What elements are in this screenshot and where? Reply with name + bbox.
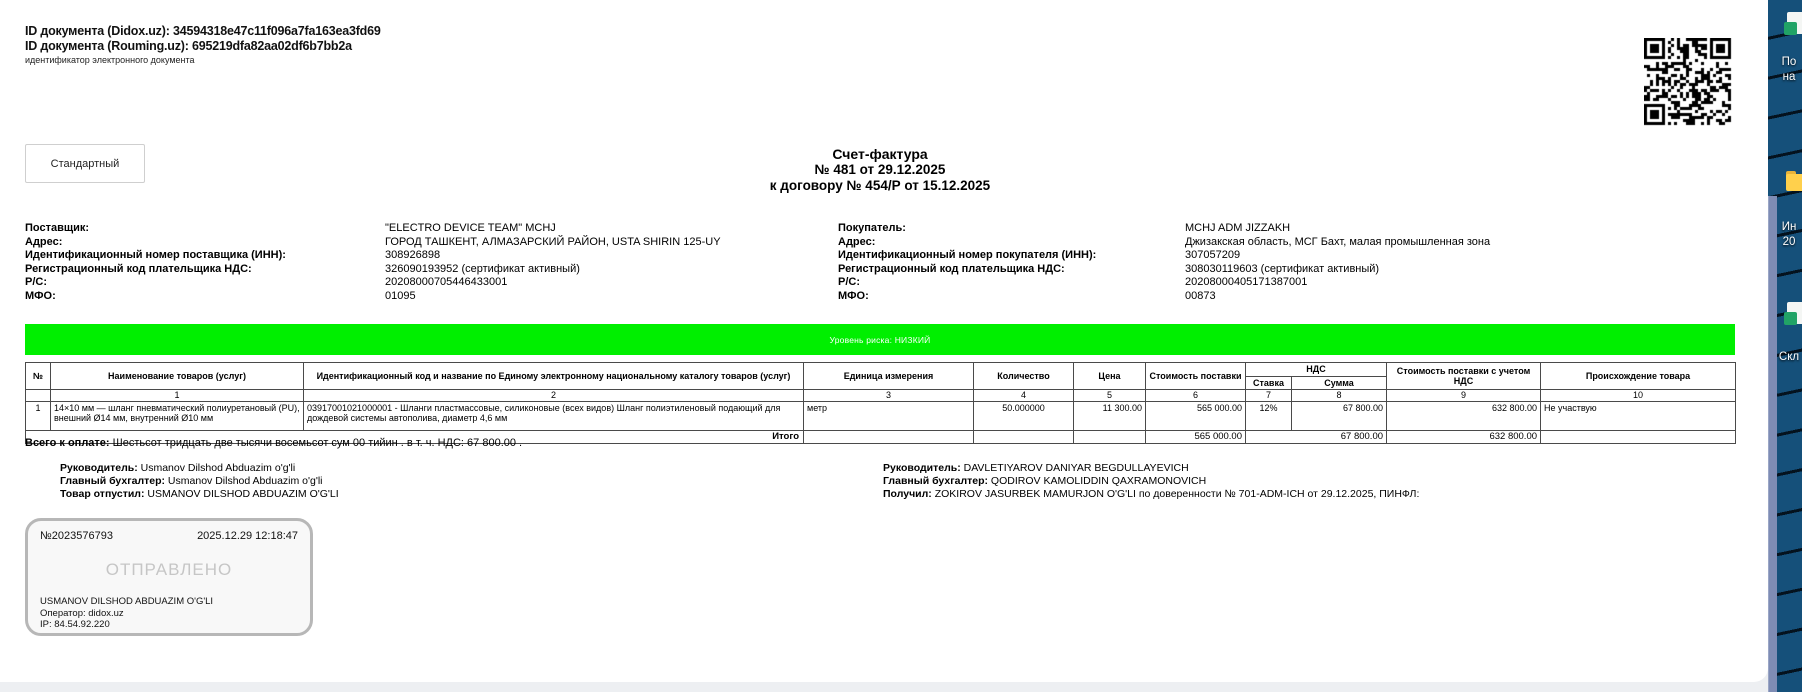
desktop-icon-label[interactable]: 20 <box>1782 236 1796 248</box>
supplier-row <box>25 276 825 290</box>
supplier-row <box>25 236 825 250</box>
didox-id-line <box>25 24 381 39</box>
totals-empty-price <box>1074 430 1146 444</box>
item-catalog: 03917001021000001 - Шланги пластмассовые, силиконовые (всех видов) Шланг полиэтиленовый подающий для дождевой системы автополива, диаметр 4,6 мм <box>304 401 804 430</box>
desktop-icon-label[interactable]: на <box>1782 71 1796 83</box>
buyer-value: 20208000405171387001 <box>1185 276 1308 289</box>
col-catalog-header: Идентификационный код и название по Единому электронному национальному каталогу товаров (услуг) <box>304 363 804 390</box>
risk-banner-text: Уровень риска: НИЗКИЙ <box>829 334 931 345</box>
col-num-header: № <box>26 363 51 390</box>
buyer-label: Идентификационный номер покупателя (ИНН): <box>838 249 1097 262</box>
col-price-header: Цена <box>1074 363 1146 390</box>
supplier-value: ГОРОД ТАШКЕНТ, АЛМАЗАРСКИЙ РАЙОН, USTA SHIRIN 125-UY <box>385 235 721 248</box>
buyer-label: Покупатель: <box>838 222 906 234</box>
item-qty: 50.000000 <box>974 401 1074 430</box>
col-name-header: Наименование товаров (услуг) <box>51 363 304 390</box>
totals-empty-qty <box>974 430 1074 444</box>
col-cost-header: Стоимость поставки <box>1146 363 1246 390</box>
supplier-row <box>25 222 825 236</box>
desktop-icon-label[interactable]: По <box>1781 56 1797 68</box>
col-vat-rate-header: Ставка <box>1246 376 1292 390</box>
qr-code <box>1644 38 1734 131</box>
document-type-button[interactable]: Стандартный <box>25 144 145 183</box>
item-row <box>26 401 1736 430</box>
item-vat-rate: 12% <box>1246 401 1292 430</box>
col-vat-header: НДС <box>1246 363 1387 377</box>
col-number <box>26 390 51 402</box>
item-cost-vat: 632 800.00 <box>1387 401 1541 430</box>
buyer-value: Джизакская область, МСГ Бахт, малая промышленная зона <box>1185 235 1491 248</box>
desktop-icon-label[interactable]: Скл <box>1778 351 1800 363</box>
supplier-value: 20208000705446433001 <box>385 276 508 289</box>
col-qty-header: Количество <box>974 363 1074 390</box>
table-column-numbers-row <box>26 390 1736 402</box>
supplier-label: Идентификационный номер поставщика (ИНН): <box>25 249 286 262</box>
col-number: 7 <box>1246 390 1292 402</box>
item-vat-sum: 67 800.00 <box>1292 401 1387 430</box>
buyer-value: 00873 <box>1185 289 1216 302</box>
totals-cost: 565 000.00 <box>1146 430 1246 444</box>
col-number: 4 <box>974 390 1074 402</box>
buyer-row <box>838 236 1748 250</box>
signature-line <box>883 462 1419 475</box>
stamp-number: №2023576793 <box>40 530 113 542</box>
id-caption: идентификатор электронного документа <box>25 55 195 65</box>
folder-icon[interactable] <box>1784 170 1802 196</box>
invoice-contract: к договору № 454/Р от 15.12.2025 <box>769 178 991 193</box>
totals-vat-sum: 67 800.00 <box>1246 430 1387 444</box>
col-number: 2 <box>304 390 804 402</box>
invoice-title-block <box>25 146 1735 194</box>
rouming-id-label: ID документа (Rouming.uz): <box>25 39 189 53</box>
rouming-id-line <box>25 39 381 54</box>
supplier-label: Р/С: <box>25 276 47 289</box>
signature-line <box>60 475 339 488</box>
col-number: 3 <box>804 390 974 402</box>
buyer-value: MCHJ ADM JIZZAKH <box>1185 222 1291 234</box>
supplier-block <box>25 222 825 304</box>
signature-value: Usmanov Dilshod Abduazim o'g'li <box>165 475 323 488</box>
col-number: 8 <box>1292 390 1387 402</box>
item-price: 11 300.00 <box>1074 401 1146 430</box>
total-in-words <box>25 437 522 449</box>
total-in-words-text: Шестьсот тридцать две тысячи восемьсот сум 00 тийин . в т. ч. НДС: 67 800.00 . <box>109 437 523 449</box>
col-number: 9 <box>1387 390 1541 402</box>
excel-file-icon[interactable] <box>1784 12 1802 38</box>
supplier-row <box>25 290 825 304</box>
signature-line <box>883 488 1419 501</box>
risk-banner <box>25 324 1735 355</box>
supplier-row <box>25 249 825 263</box>
buyer-label: Адрес: <box>838 235 876 248</box>
signature-label: Руководитель: <box>883 462 961 474</box>
signature-label: Главный бухгалтер: <box>883 475 989 488</box>
item-unit: метр <box>804 401 974 430</box>
sent-stamp <box>25 518 313 636</box>
buyer-row <box>838 263 1748 277</box>
desktop-icon-label[interactable]: Ин <box>1781 221 1797 233</box>
didox-id-value: 34594318e47c11f096a7fa163ea3fd69 <box>172 24 381 38</box>
rouming-id-value: 695219dfa82aa02df6b7bb2a <box>191 39 352 53</box>
totals-empty-unit <box>804 430 974 444</box>
col-cost-vat-header: Стоимость поставки с учетом НДС <box>1387 363 1541 390</box>
stamp-status: ОТПРАВЛЕНО <box>105 560 233 579</box>
signature-value: ZOKIROV JASURBEK MAMURJON O'G'LI по доверенности № 701-ADM-ICH от 29.12.2025, ПИНФЛ: <box>931 488 1420 501</box>
totals-cost-vat: 632 800.00 <box>1387 430 1541 444</box>
totals-label: Итого <box>26 430 804 444</box>
supplier-row <box>25 263 825 277</box>
col-unit-header: Единица измерения <box>804 363 974 390</box>
supplier-signatures <box>60 462 339 502</box>
signature-label: Товар отпустил: <box>60 488 145 501</box>
stamp-signer: USMANOV DILSHOD ABDUAZIM O'G'LI <box>40 596 214 607</box>
stamp-operator: Оператор: didox.uz <box>40 607 124 619</box>
col-number: 6 <box>1146 390 1246 402</box>
invoice-number: № 481 от 29.12.2025 <box>814 162 946 177</box>
col-vat-sum-header: Сумма <box>1292 376 1387 390</box>
buyer-value: 308030119603 (сертификат активный) <box>1185 262 1380 275</box>
supplier-value: 308926898 <box>385 249 441 262</box>
signature-value: QODIROV KAMOLIDDIN QAXRAMONOVICH <box>988 475 1207 488</box>
signature-value: Usmanov Dilshod Abduazim o'g'li <box>137 462 296 474</box>
stamp-ip: IP: 84.54.92.220 <box>40 619 110 630</box>
item-num: 1 <box>26 401 51 430</box>
signature-line <box>883 475 1419 488</box>
buyer-block <box>838 222 1748 304</box>
item-name: 14×10 мм — шланг пневматический полиуретановый (PU), внешний Ø14 мм, внутренний Ø10 мм <box>51 401 304 430</box>
buyer-value: 307057209 <box>1185 249 1241 262</box>
signature-line <box>60 462 339 475</box>
supplier-value: 326090193952 (сертификат активный) <box>385 262 580 275</box>
table-header-row <box>26 363 1736 377</box>
col-origin-header: Происхождение товара <box>1541 363 1736 390</box>
buyer-label: Регистрационный код плательщика НДС: <box>838 262 1065 275</box>
signature-value: USMANOV DILSHOD ABDUAZIM O'G'LI <box>144 488 339 501</box>
item-cost: 565 000.00 <box>1146 401 1246 430</box>
didox-id-label: ID документа (Didox.uz): <box>25 24 170 38</box>
buyer-row <box>838 222 1748 236</box>
supplier-label: МФО: <box>25 289 56 302</box>
col-number: 10 <box>1541 390 1736 402</box>
signature-label: Руководитель: <box>60 462 138 474</box>
excel-file-icon[interactable] <box>1784 302 1802 328</box>
supplier-value: 01095 <box>385 289 416 302</box>
background-window-edge <box>1768 196 1777 692</box>
document-id-block <box>25 24 381 65</box>
invoice-title: Счет-фактура <box>832 146 928 162</box>
buyer-row <box>838 249 1748 263</box>
supplier-label: Поставщик: <box>25 222 90 234</box>
buyer-signatures <box>883 462 1419 502</box>
col-number: 5 <box>1074 390 1146 402</box>
signature-label: Главный бухгалтер: <box>60 475 166 488</box>
buyer-row <box>838 290 1748 304</box>
supplier-value: "ELECTRO DEVICE TEAM" MCHJ <box>385 222 556 234</box>
buyer-row <box>838 276 1748 290</box>
items-table <box>25 362 1736 444</box>
buyer-label: Р/С: <box>838 276 860 289</box>
totals-empty-origin <box>1541 430 1736 444</box>
signature-line <box>60 488 339 501</box>
signature-value: DAVLETIYAROV DANIYAR BEGDULLAYEVICH <box>960 462 1189 474</box>
item-origin: Не участвую <box>1541 401 1736 430</box>
supplier-label: Адрес: <box>25 235 63 248</box>
col-number: 1 <box>51 390 304 402</box>
total-in-words-label: Всего к оплате: <box>25 437 110 449</box>
signature-label: Получил: <box>883 488 932 501</box>
supplier-label: Регистрационный код плательщика НДС: <box>25 262 252 275</box>
buyer-label: МФО: <box>838 289 869 302</box>
stamp-datetime: 2025.12.29 12:18:47 <box>197 530 298 542</box>
